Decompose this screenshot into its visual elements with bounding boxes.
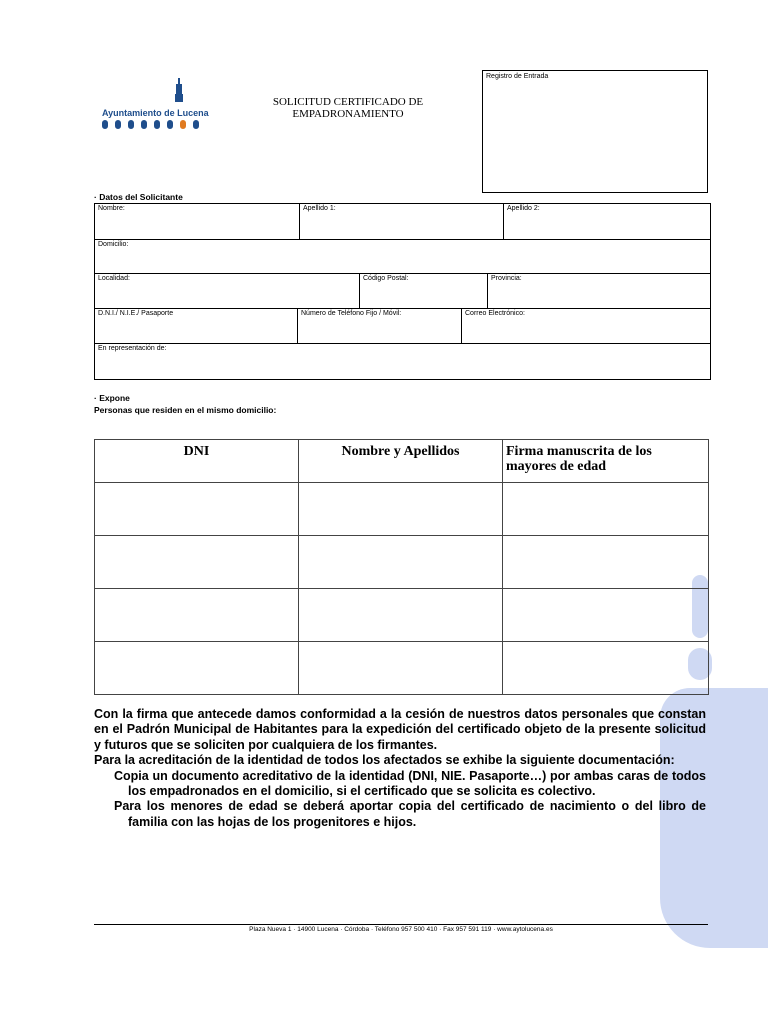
telefono-field[interactable] [297, 309, 462, 344]
apellido1-field[interactable] [299, 204, 504, 239]
table-cell-dni[interactable] [95, 483, 299, 536]
footer-address: Plaza Nueva 1 · 14900 Lucena · Córdoba · Teléfono 957 500 410 · Fax 957 591 119 · www.aytolucena.es [249, 926, 553, 933]
form-row-representacion [95, 343, 710, 380]
table-cell-dni[interactable] [95, 642, 299, 695]
expone-subtitle: Personas que residen en el mismo domicilio: [94, 405, 277, 415]
tower-emblem-icon [100, 76, 215, 134]
table-header-row [95, 440, 709, 483]
table-cell-firma[interactable] [503, 483, 709, 536]
codigo-postal-label: Código Postal: [363, 275, 409, 282]
title-line-2: EMPADRONAMIENTO [292, 108, 404, 120]
table-row [95, 589, 709, 642]
logo-text: Ayuntamiento de Lucena [102, 108, 209, 118]
form-row-contact [95, 308, 710, 344]
consent-text [94, 707, 706, 830]
nombre-label: Nombre: [98, 205, 125, 212]
dni-field[interactable] [95, 309, 297, 344]
correo-field[interactable] [461, 309, 710, 344]
form-row-localidad [95, 273, 710, 309]
document-requirement-item: Copia un documento acreditativo de la identidad (DNI, NIE. Pasaporte…) por ambas caras de todos los empadronados en el domicilio, si el certificado que se solicita es colectivo. [114, 768, 706, 799]
provincia-label: Provincia: [491, 275, 522, 282]
table-cell-nombre[interactable] [299, 589, 503, 642]
form-row-domicilio [95, 239, 710, 274]
table-cell-nombre[interactable] [299, 483, 503, 536]
localidad-field[interactable] [95, 274, 359, 309]
domicilio-field[interactable] [95, 240, 710, 274]
table-cell-nombre[interactable] [299, 536, 503, 589]
section-expone: · Expone [94, 393, 130, 403]
registro-entrada-label: Registro de Entrada [486, 73, 549, 80]
documentation-paragraph: Para la acreditación de la identidad de todos los afectados se exhibe la siguiente documentación: [94, 753, 675, 768]
apellido1-label: Apellido 1: [303, 205, 336, 212]
correo-label: Correo Electrónico: [465, 310, 525, 317]
dni-label: D.N.I./ N.I.E./ Pasaporte [98, 310, 174, 317]
page-title [258, 96, 438, 120]
consent-paragraph: Con la firma que antecede damos conformidad a la cesión de nuestros datos personales que constan en el Padrón Municipal de Habitantes para la expedición del certificado objeto de la presente solicitud y futuros que se soliciten por cualquiera de los firmantes. [94, 707, 706, 752]
table-cell-firma[interactable] [503, 589, 709, 642]
residents-table [94, 439, 709, 695]
column-header-nombre: Nombre y Apellidos [299, 440, 503, 483]
section-datos-solicitante: · Datos del Solicitante [94, 192, 183, 202]
domicilio-label: Domicilio: [98, 241, 129, 248]
table-cell-nombre[interactable] [299, 642, 503, 695]
minors-requirement-item: Para los menores de edad se deberá aportar copia del certificado de nacimiento o del libro de familia con las hojas de los progenitores e hijos. [114, 799, 706, 829]
table-row [95, 483, 709, 536]
footer-divider [94, 924, 708, 925]
applicant-form [94, 203, 711, 380]
registro-entrada-box [482, 70, 708, 193]
codigo-postal-field[interactable] [359, 274, 488, 309]
localidad-label: Localidad: [98, 275, 130, 282]
apellido2-label: Apellido 2: [507, 205, 540, 212]
column-header-firma: Firma manuscrita de los mayores de edad [503, 440, 709, 483]
table-cell-dni[interactable] [95, 536, 299, 589]
representacion-label: En representación de: [98, 345, 167, 352]
title-line-1: SOLICITUD CERTIFICADO DE [272, 96, 424, 108]
table-cell-firma[interactable] [503, 642, 709, 695]
column-header-dni: DNI [95, 440, 299, 483]
telefono-label: Número de Teléfono Fijo / Móvil: [301, 310, 402, 317]
form-row-name [95, 204, 710, 239]
table-cell-dni[interactable] [95, 589, 299, 642]
nombre-field[interactable] [95, 204, 299, 239]
representacion-field[interactable] [95, 344, 710, 380]
provincia-field[interactable] [487, 274, 710, 309]
logo [100, 76, 215, 134]
table-cell-firma[interactable] [503, 536, 709, 589]
table-row [95, 536, 709, 589]
table-row [95, 642, 709, 695]
apellido2-field[interactable] [503, 204, 710, 239]
